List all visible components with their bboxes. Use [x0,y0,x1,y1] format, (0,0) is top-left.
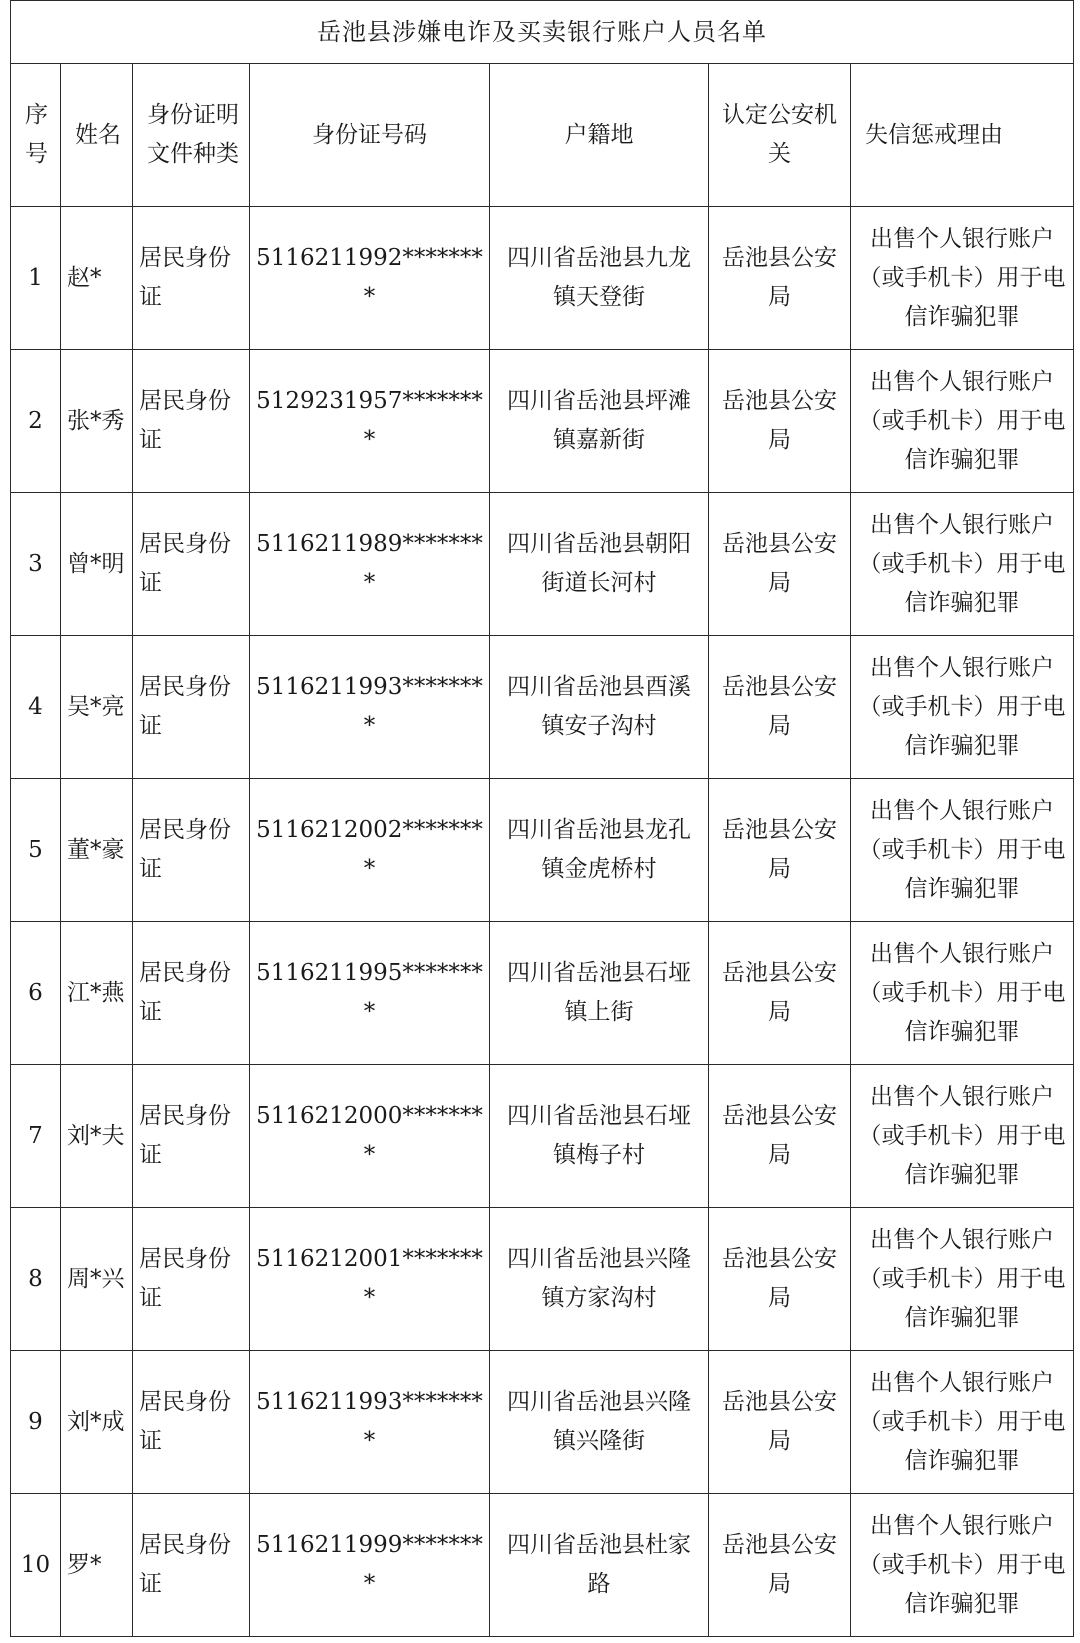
cell-name: 张*秀 [61,350,133,493]
cell-seq: 4 [11,636,61,779]
table-row [11,636,1074,779]
cell-registered-place: 四川省岳池县坪滩镇嘉新街 [490,350,709,493]
cell-reason: 出售个人银行账户（或手机卡）用于电信诈骗犯罪 [851,1208,1074,1351]
cell-name: 曾*明 [61,493,133,636]
cell-reason: 出售个人银行账户（或手机卡）用于电信诈骗犯罪 [851,1351,1074,1494]
document-sheet [10,0,1073,1636]
column-header-registered-place: 户籍地 [490,64,709,207]
cell-registered-place: 四川省岳池县酉溪镇安子沟村 [490,636,709,779]
table-row [11,493,1074,636]
cell-registered-place: 四川省岳池县石垭镇梅子村 [490,1065,709,1208]
cell-registered-place: 四川省岳池县石垭镇上街 [490,922,709,1065]
cell-reason: 出售个人银行账户（或手机卡）用于电信诈骗犯罪 [851,779,1074,922]
cell-name: 周*兴 [61,1208,133,1351]
cell-doc-type: 居民身份证 [133,493,250,636]
cell-authority: 岳池县公安局 [709,1065,851,1208]
cell-id-number: 5129231957******** [250,350,490,493]
cell-seq: 6 [11,922,61,1065]
cell-authority: 岳池县公安局 [709,922,851,1065]
cell-doc-type: 居民身份证 [133,207,250,350]
cell-authority: 岳池县公安局 [709,779,851,922]
cell-doc-type: 居民身份证 [133,636,250,779]
cell-reason: 出售个人银行账户（或手机卡）用于电信诈骗犯罪 [851,922,1074,1065]
cell-reason: 出售个人银行账户（或手机卡）用于电信诈骗犯罪 [851,1065,1074,1208]
cell-seq: 3 [11,493,61,636]
cell-registered-place: 四川省岳池县杜家路 [490,1494,709,1637]
cell-registered-place: 四川省岳池县九龙镇天登街 [490,207,709,350]
roster-table [10,0,1074,1637]
table-row [11,1208,1074,1351]
cell-doc-type: 居民身份证 [133,1494,250,1637]
column-header-name: 姓名 [61,64,133,207]
cell-name: 罗* [61,1494,133,1637]
column-header-authority: 认定公安机关 [709,64,851,207]
cell-id-number: 5116211989******** [250,493,490,636]
table-row [11,922,1074,1065]
cell-id-number: 5116211993******** [250,636,490,779]
cell-doc-type: 居民身份证 [133,1351,250,1494]
table-row [11,350,1074,493]
cell-name: 赵* [61,207,133,350]
cell-doc-type: 居民身份证 [133,922,250,1065]
cell-doc-type: 居民身份证 [133,779,250,922]
cell-seq: 8 [11,1208,61,1351]
cell-name: 刘*夫 [61,1065,133,1208]
cell-authority: 岳池县公安局 [709,493,851,636]
column-header-doc-type: 身份证明文件种类 [133,64,250,207]
cell-id-number: 5116211993******** [250,1351,490,1494]
cell-seq: 7 [11,1065,61,1208]
table-row [11,1065,1074,1208]
cell-seq: 10 [11,1494,61,1637]
cell-seq: 2 [11,350,61,493]
cell-id-number: 5116211999******** [250,1494,490,1637]
cell-registered-place: 四川省岳池县兴隆镇兴隆街 [490,1351,709,1494]
title-row [11,1,1074,64]
cell-registered-place: 四川省岳池县龙孔镇金虎桥村 [490,779,709,922]
cell-seq: 5 [11,779,61,922]
cell-doc-type: 居民身份证 [133,350,250,493]
cell-id-number: 5116211992******** [250,207,490,350]
column-header-reason: 失信惩戒理由 [851,64,1074,207]
cell-reason: 出售个人银行账户（或手机卡）用于电信诈骗犯罪 [851,1494,1074,1637]
cell-reason: 出售个人银行账户（或手机卡）用于电信诈骗犯罪 [851,493,1074,636]
cell-id-number: 5116211995******** [250,922,490,1065]
header-row [11,64,1074,207]
cell-registered-place: 四川省岳池县朝阳街道长河村 [490,493,709,636]
cell-reason: 出售个人银行账户（或手机卡）用于电信诈骗犯罪 [851,207,1074,350]
cell-authority: 岳池县公安局 [709,1351,851,1494]
column-header-id-number: 身份证号码 [250,64,490,207]
cell-reason: 出售个人银行账户（或手机卡）用于电信诈骗犯罪 [851,636,1074,779]
table-row [11,207,1074,350]
document-title: 岳池县涉嫌电诈及买卖银行账户人员名单 [11,1,1074,64]
cell-id-number: 5116212000******** [250,1065,490,1208]
cell-id-number: 5116212002******** [250,779,490,922]
cell-reason: 出售个人银行账户（或手机卡）用于电信诈骗犯罪 [851,350,1074,493]
cell-authority: 岳池县公安局 [709,1208,851,1351]
cell-name: 江*燕 [61,922,133,1065]
cell-id-number: 5116212001******** [250,1208,490,1351]
cell-seq: 9 [11,1351,61,1494]
cell-name: 刘*成 [61,1351,133,1494]
cell-authority: 岳池县公安局 [709,207,851,350]
cell-registered-place: 四川省岳池县兴隆镇方家沟村 [490,1208,709,1351]
cell-seq: 1 [11,207,61,350]
table-row [11,1494,1074,1637]
table-row [11,779,1074,922]
cell-authority: 岳池县公安局 [709,350,851,493]
cell-authority: 岳池县公安局 [709,1494,851,1637]
column-header-seq: 序号 [11,64,61,207]
table-row [11,1351,1074,1494]
cell-doc-type: 居民身份证 [133,1208,250,1351]
cell-name: 吴*亮 [61,636,133,779]
cell-authority: 岳池县公安局 [709,636,851,779]
roster-table-body [11,1,1074,1637]
cell-doc-type: 居民身份证 [133,1065,250,1208]
cell-name: 董*豪 [61,779,133,922]
